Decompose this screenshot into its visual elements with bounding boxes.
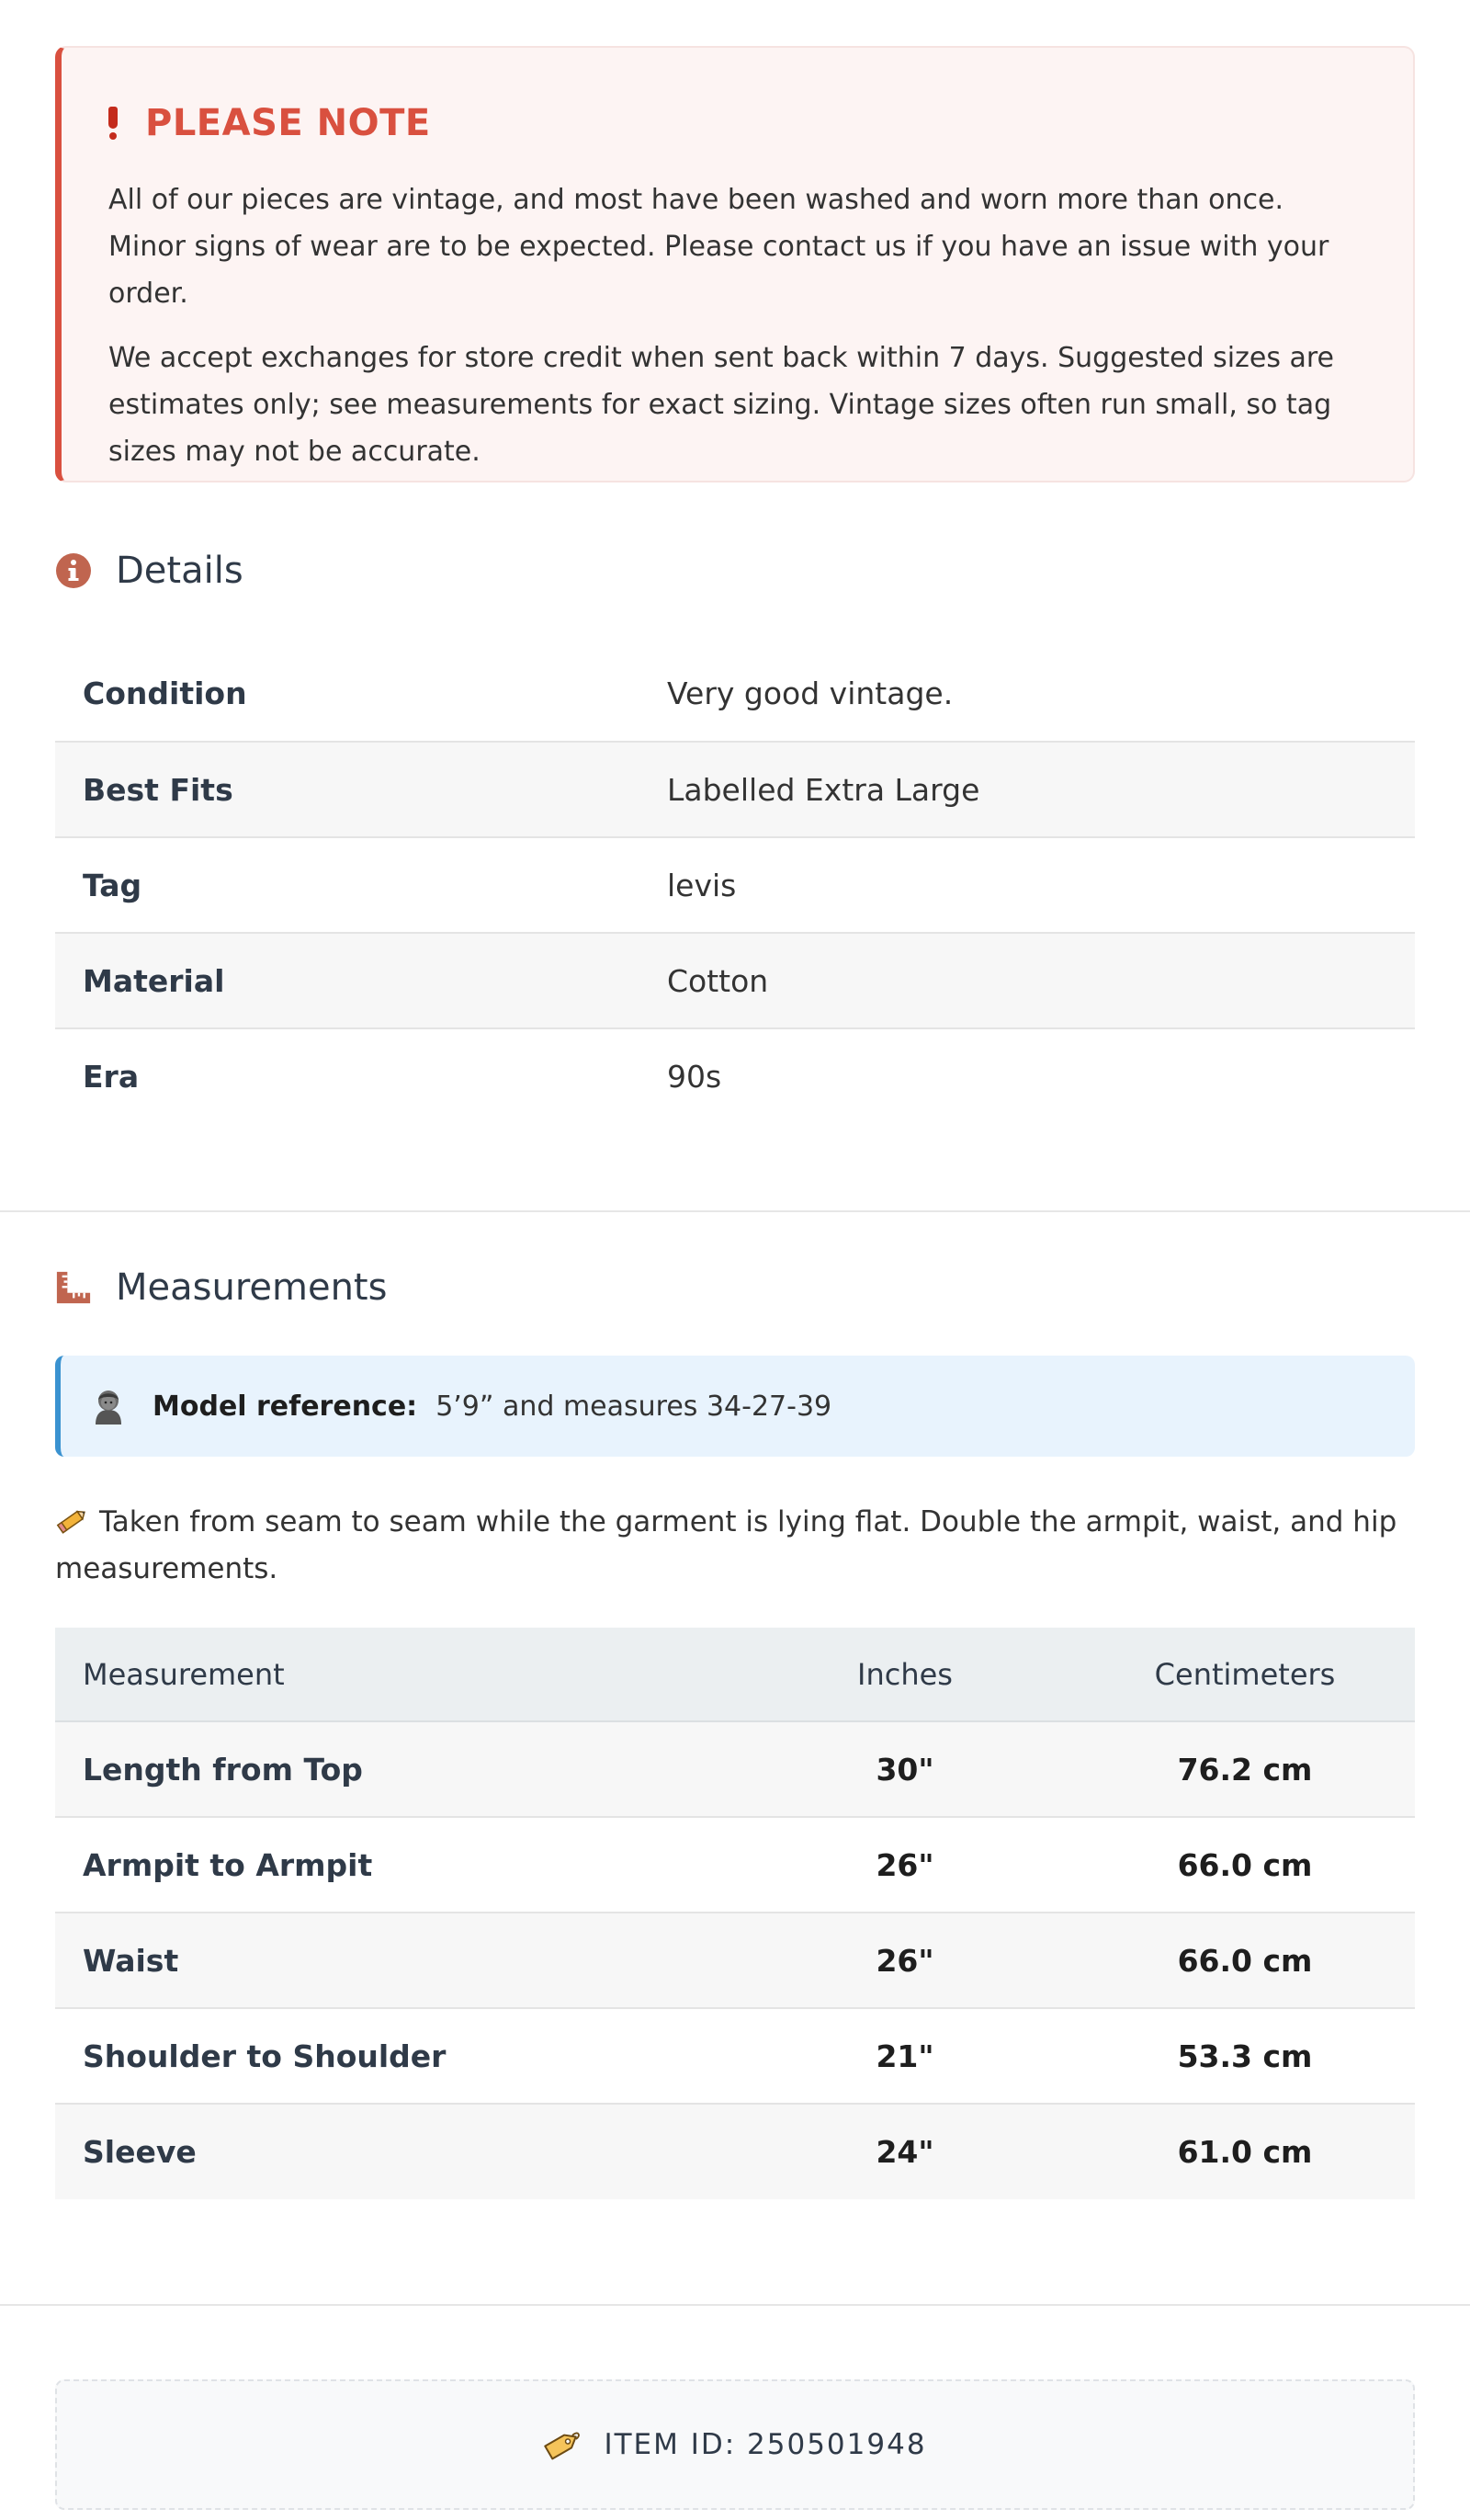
table-row bbox=[55, 2104, 1415, 2199]
detail-value: levis bbox=[667, 837, 1415, 933]
table-row bbox=[55, 1817, 1415, 1913]
measurement-cm: 76.2 cm bbox=[1075, 1721, 1415, 1817]
measurement-inches: 30" bbox=[735, 1721, 1075, 1817]
section-divider bbox=[0, 1210, 1470, 1212]
detail-label: Material bbox=[55, 933, 667, 1028]
detail-label: Best Fits bbox=[55, 742, 667, 837]
measurement-inches: 24" bbox=[735, 2104, 1075, 2199]
table-row bbox=[55, 1028, 1415, 1124]
notice-header bbox=[108, 99, 1367, 147]
measurement-note bbox=[55, 1499, 1415, 1593]
measurement-note-text: Taken from seam to seam while the garment is lying flat. Double the armpit, waist, and hip measurements. bbox=[55, 1505, 1397, 1585]
table-row bbox=[55, 1913, 1415, 2008]
table-row bbox=[55, 742, 1415, 837]
measurements-table bbox=[55, 1628, 1415, 2199]
measurement-inches: 21" bbox=[735, 2008, 1075, 2104]
measurements-header bbox=[55, 1260, 1415, 1315]
detail-label: Tag bbox=[55, 837, 667, 933]
detail-value: Cotton bbox=[667, 933, 1415, 1028]
info-circle-icon bbox=[55, 552, 92, 589]
measurement-cm: 61.0 cm bbox=[1075, 2104, 1415, 2199]
details-table bbox=[55, 646, 1415, 1124]
measurement-cm: 66.0 cm bbox=[1075, 1817, 1415, 1913]
please-note-box bbox=[55, 46, 1415, 482]
table-row bbox=[55, 646, 1415, 742]
measurement-cm: 66.0 cm bbox=[1075, 1913, 1415, 2008]
table-row bbox=[55, 1721, 1415, 1817]
column-header-centimeters: Centimeters bbox=[1075, 1628, 1415, 1721]
model-reference-value: 5’9” and measures 34-27-39 bbox=[435, 1390, 832, 1423]
detail-value: Labelled Extra Large bbox=[667, 742, 1415, 837]
details-title: Details bbox=[116, 550, 243, 592]
measurement-name: Sleeve bbox=[55, 2104, 735, 2199]
model-reference-label: Model reference: bbox=[153, 1390, 418, 1423]
notice-title: PLEASE NOTE bbox=[145, 102, 431, 144]
model-reference-box bbox=[55, 1356, 1415, 1457]
ruler-icon bbox=[55, 1269, 92, 1306]
table-row bbox=[55, 837, 1415, 933]
details-header bbox=[55, 543, 1415, 598]
section-divider bbox=[0, 2304, 1470, 2306]
measurement-name: Waist bbox=[55, 1913, 735, 2008]
table-header-row bbox=[55, 1628, 1415, 1721]
item-id-box bbox=[55, 2379, 1415, 2510]
pencil-icon bbox=[55, 1503, 88, 1530]
notice-paragraph-1: All of our pieces are vintage, and most have been washed and worn more than once. Minor signs of wear are to be expected. Please contact us if you have an issue with your order. bbox=[108, 184, 1329, 310]
detail-label: Era bbox=[55, 1028, 667, 1124]
measurement-name: Shoulder to Shoulder bbox=[55, 2008, 735, 2104]
measurement-cm: 53.3 cm bbox=[1075, 2008, 1415, 2104]
tag-icon bbox=[543, 2426, 582, 2463]
exclamation-icon bbox=[108, 107, 118, 140]
measurement-inches: 26" bbox=[735, 1913, 1075, 2008]
notice-paragraph-2: We accept exchanges for store credit when sent back within 7 days. Suggested sizes are estimates only; see measurements for exact sizing. Vintage sizes often run small, so tag sizes may not be accurate. bbox=[108, 342, 1335, 468]
detail-value: Very good vintage. bbox=[667, 675, 954, 711]
table-row bbox=[55, 933, 1415, 1028]
measurement-name: Armpit to Armpit bbox=[55, 1817, 735, 1913]
column-header-measurement: Measurement bbox=[55, 1628, 735, 1721]
detail-value: 90s bbox=[667, 1028, 1415, 1124]
person-icon bbox=[92, 1388, 125, 1425]
measurements-title: Measurements bbox=[116, 1266, 388, 1309]
measurement-inches: 26" bbox=[735, 1817, 1075, 1913]
item-id-label: ITEM ID: 250501948 bbox=[604, 2428, 927, 2461]
table-row bbox=[55, 2008, 1415, 2104]
detail-label: Condition bbox=[83, 675, 247, 711]
measurement-name: Length from Top bbox=[55, 1721, 735, 1817]
column-header-inches: Inches bbox=[735, 1628, 1075, 1721]
